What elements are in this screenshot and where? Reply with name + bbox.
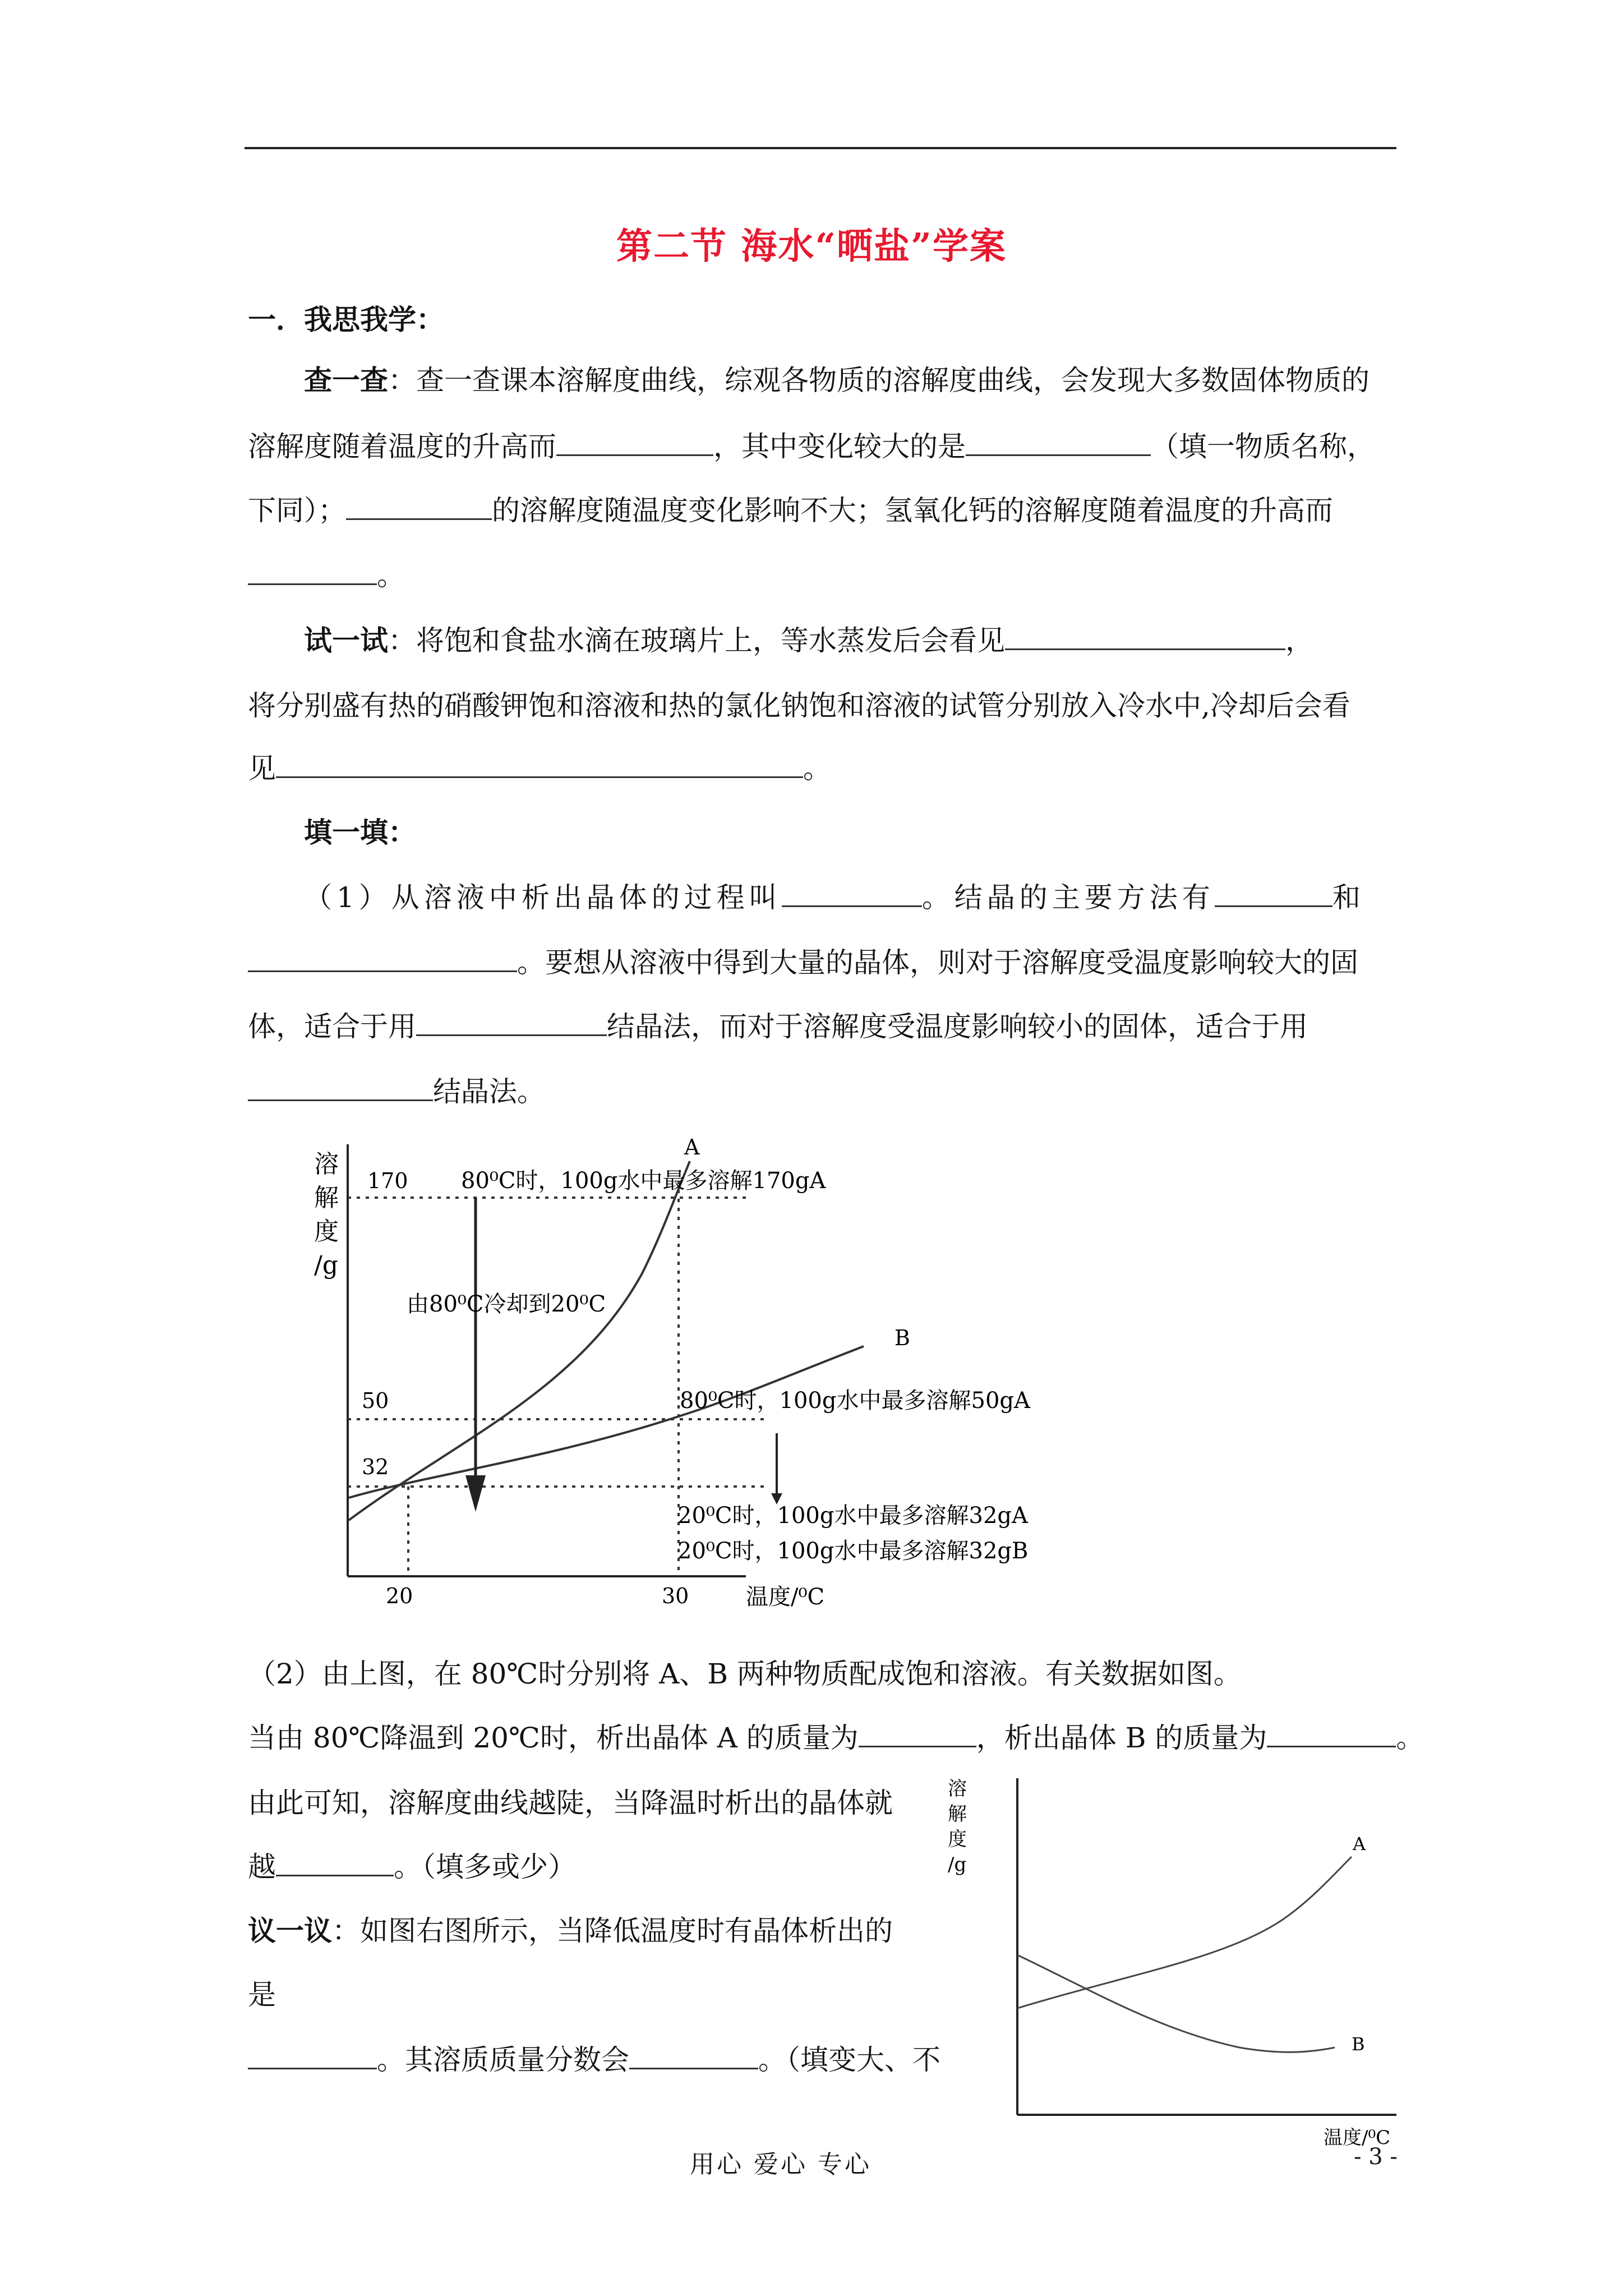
chart1-xtick-20: 20: [386, 1584, 413, 1608]
part2-line-3: [248, 1786, 893, 1820]
chart2-ylabel-3: /g: [948, 1853, 967, 1876]
cha-blank-3[interactable]: [346, 494, 492, 520]
part2-text-2c: 。: [1396, 1722, 1424, 1754]
chart1-annot-a32: 20⁰C时，100g水中最多溶解32gA: [677, 1503, 1028, 1529]
chart1-ytick-32: 32: [362, 1455, 389, 1479]
part2-text-1: （2）由上图，在 80℃时分别将 A、B 两种物质配成饱和溶液。有关数据如图。: [248, 1658, 1242, 1690]
tian-text-1b: 。结晶的主要方法有: [921, 881, 1215, 914]
solubility-chart-1: [314, 1128, 1166, 1632]
chart1-annot-b32: 20⁰C时，100g水中最多溶解32gB: [677, 1538, 1029, 1564]
cha-text-3b: 的溶解度随温度变化影响不大；氢氧化钙的溶解度随着温度的升高而: [492, 494, 1333, 527]
chart1-ytick-170: 170: [367, 1168, 408, 1193]
tian-text-2: 。要想从溶液中得到大量的晶体，则对于溶解度受温度影响较大的固: [517, 946, 1358, 979]
chart1-annot-b50: 80⁰C时，100g水中最多溶解50gA: [680, 1388, 1030, 1414]
chart1-ylabel-0: 溶: [314, 1150, 339, 1179]
tian-line-1: [304, 881, 1365, 914]
cha-line-2: [248, 430, 1375, 463]
chart1-ylabel-3: /g: [314, 1251, 338, 1280]
yi-line-1: [248, 1914, 893, 1948]
tian-blank-5[interactable]: [248, 1075, 433, 1101]
cha-label: 查一查: [304, 364, 388, 397]
shi-text-3a: 见: [248, 752, 276, 785]
part2-text-2a: 当由 80℃降温到 20℃时，析出晶体 A 的质量为: [248, 1722, 859, 1754]
chart2-ylabel-0: 溶: [948, 1778, 967, 1800]
shi-text-2: 将分别盛有热的硝酸钾饱和溶液和热的氯化钠饱和溶液的试管分别放入冷水中,冷却后会看: [248, 689, 1350, 722]
chart2-series-b-label: B: [1352, 2033, 1365, 2055]
chart1-ylabel-2: 度: [314, 1217, 339, 1246]
cha-line-1: [304, 364, 1370, 397]
part2-blank-3[interactable]: [276, 1850, 394, 1876]
chart1-annot-cool: 由80⁰C冷却到20⁰C: [407, 1291, 606, 1317]
shi-line-1: [304, 624, 1313, 657]
tian-text-3b: 结晶法，而对于溶解度受温度影响较小的固体，适合于用: [607, 1010, 1308, 1043]
tian-label: 填一填：: [304, 816, 416, 849]
part2-blank-1[interactable]: [859, 1721, 976, 1747]
solubility-chart-2: [948, 1767, 1430, 2148]
chart2-curve-b: [1017, 1955, 1335, 2052]
yi-label: 议一议: [248, 1914, 332, 1947]
cha-blank-1[interactable]: [556, 430, 713, 456]
chart2-ylabel-2: 度: [948, 1828, 967, 1851]
tian-text-1c: 和: [1332, 881, 1365, 914]
cha-text-3a: 下同）；: [248, 494, 346, 527]
chart1-cool-arrow-head: [465, 1475, 486, 1512]
header-rule: [245, 147, 1396, 149]
shi-blank-1[interactable]: [1005, 624, 1285, 650]
tian-line-4: [248, 1075, 545, 1108]
part2-line-1: [248, 1657, 1242, 1691]
tian-blank-3[interactable]: [248, 946, 517, 972]
shi-label: 试一试: [304, 624, 388, 657]
part2-text-3: 由此可知，溶解度曲线越陡，当降温时析出的晶体就: [248, 1787, 893, 1819]
yi-text-3a: 。其溶质质量分数会: [377, 2044, 629, 2076]
tian-line-2: [248, 946, 1358, 979]
chart2-series-a-label: A: [1353, 1833, 1366, 1855]
shi-blank-2[interactable]: [276, 752, 803, 778]
tian-blank-1[interactable]: [782, 881, 922, 907]
part2-text-4a: 越: [248, 1851, 276, 1883]
yi-blank-2[interactable]: [629, 2043, 758, 2069]
part2-line-2: [248, 1721, 1424, 1755]
yi-text-3b: 。（填变大、不: [758, 2044, 940, 2076]
chart1-annot-a170: 80⁰C时，100g水中最多溶解170gA: [461, 1168, 826, 1194]
chart2-ylabel-1: 解: [948, 1803, 967, 1825]
tian-blank-4[interactable]: [416, 1010, 607, 1036]
chart1-curve-a: [349, 1161, 690, 1520]
chart1-xtick-30: 30: [662, 1584, 689, 1608]
part2-blank-2[interactable]: [1267, 1721, 1396, 1747]
part2-text-4b: 。（填多或少）: [394, 1851, 576, 1883]
tian-text-1a: （1）从溶液中析出晶体的过程叫: [304, 881, 782, 914]
chart1-series-b-label: B: [895, 1326, 910, 1350]
part2-line-4: [248, 1850, 576, 1884]
shi-text-1a: ：将饱和食盐水滴在玻璃片上，等水蒸发后会看见: [388, 624, 1005, 657]
chart1-ylabel-1: 解: [314, 1184, 339, 1212]
section-heading: 一．我思我学：: [248, 303, 444, 336]
cha-blank-4[interactable]: [248, 559, 377, 585]
shi-line-3: [248, 752, 831, 785]
shi-text-3b: 。: [803, 752, 831, 785]
page-title: 第二节 海水“晒盐”学案: [616, 226, 1007, 268]
yi-text-1: ：如图右图所示，当降低温度时有晶体析出的: [332, 1915, 893, 1947]
yi-blank-1[interactable]: [248, 2043, 377, 2069]
tian-blank-2[interactable]: [1215, 881, 1332, 907]
cha-line-4: [248, 559, 405, 592]
cha-text-2b: ，其中变化较大的是: [713, 430, 966, 463]
yi-text-2: 是: [248, 1978, 276, 2011]
cha-line-3: [248, 494, 1333, 527]
yi-line-3: [248, 2043, 940, 2077]
tian-text-4: 结晶法。: [433, 1075, 545, 1108]
cha-text-2c: （填一物质名称，: [1151, 430, 1375, 463]
footer-text: 用心 爱心 专心: [690, 2150, 872, 2179]
part2-text-2b: ，析出晶体 B 的质量为: [976, 1722, 1267, 1754]
cha-text-2a: 溶解度随着温度的升高而: [248, 430, 556, 463]
shi-text-1b: ，: [1285, 624, 1313, 657]
cha-text-4: 。: [377, 559, 405, 592]
chart2-xlabel: 温度/⁰C: [1324, 2127, 1391, 2148]
chart1-xlabel: 温度/⁰C: [746, 1584, 825, 1610]
chart1-ytick-50: 50: [362, 1388, 389, 1413]
yi-line-2: [248, 1978, 276, 2012]
page-number: - 3 -: [1354, 2144, 1398, 2170]
chart2-curve-a: [1017, 1857, 1352, 2008]
cha-text-1: ：查一查课本溶解度曲线，综观各物质的溶解度曲线，会发现大多数固体物质的: [388, 364, 1370, 397]
chart1-series-a-label: A: [684, 1135, 700, 1159]
shi-line-2: [248, 689, 1350, 723]
tian-text-3a: 体，适合于用: [248, 1010, 416, 1043]
chart1-curve-b: [349, 1346, 864, 1498]
cha-blank-2[interactable]: [966, 430, 1151, 456]
tian-line-3: [248, 1010, 1308, 1043]
